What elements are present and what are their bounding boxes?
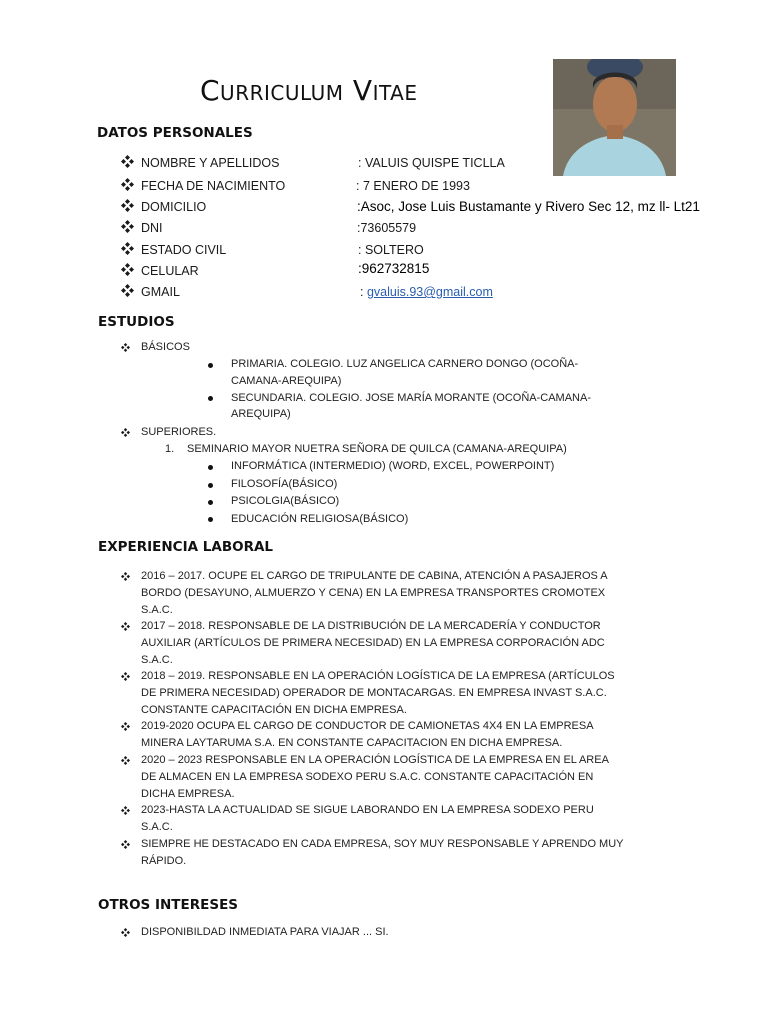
personal-value: : SOLTERO [358, 243, 424, 257]
bullet-dot-icon [208, 465, 213, 470]
interest-item: DISPONIBILDAD INMEDIATA PARA VIAJAR ... SI. [141, 926, 389, 938]
diamond-bullet-icon [121, 263, 134, 276]
experience-item-line: 2018 – 2019. RESPONSABLE EN LA OPERACIÓN LOGÍSTICA DE LA EMPRESA (ARTÍCULOS [141, 670, 615, 682]
personal-label: GMAIL [141, 285, 180, 299]
email-link[interactable]: gvaluis.93@gmail.com [366, 285, 493, 299]
experience-item-line: RÁPIDO. [141, 855, 187, 867]
studies-secondary-line1: SECUNDARIA. COLEGIO. JOSE MARÍA MORANTE (OCOÑA-CAMANA- [231, 392, 591, 404]
studies-superior-item: SEMINARIO MAYOR NUETRA SEÑORA DE QUILCA (CAMANA-AREQUIPA) [187, 443, 567, 455]
diamond-bullet-icon [121, 428, 130, 437]
bullet-dot-icon [208, 483, 213, 488]
studies-sub-item: INFORMÁTICA (INTERMEDIO) (WORD, EXCEL, POWERPOINT) [231, 460, 555, 472]
bullet-dot-icon [208, 396, 213, 401]
personal-value: : 7 ENERO DE 1993 [356, 179, 470, 193]
experience-item-line: SIEMPRE HE DESTACADO EN CADA EMPRESA, SOY MUY RESPONSABLE Y APRENDO MUY [141, 838, 624, 850]
diamond-bullet-icon [121, 155, 134, 168]
section-interests-heading: OTROS INTERESES [98, 897, 239, 913]
studies-superior-number: 1. [165, 443, 175, 455]
profile-photo [553, 59, 676, 176]
personal-value [360, 285, 493, 299]
personal-label: DNI [141, 221, 163, 235]
studies-sub-item: EDUCACIÓN RELIGIOSA(BÁSICO) [231, 513, 409, 525]
experience-item-line: S.A.C. [141, 604, 173, 616]
studies-primary-line1: PRIMARIA. COLEGIO. LUZ ANGELICA CARNERO DONGO (OCOÑA- [231, 358, 579, 370]
section-studies-heading: ESTUDIOS [98, 314, 175, 330]
diamond-bullet-icon [121, 806, 130, 815]
studies-secondary-line2: AREQUIPA) [231, 408, 291, 420]
section-personal-heading: DATOS PERSONALES [97, 125, 253, 141]
experience-item-line: CONSTANTE CAPACITACIÓN EN DICHA EMPRESA. [141, 704, 407, 716]
experience-item-line: 2017 – 2018. RESPONSABLE DE LA DISTRIBUCIÓN DE LA MERCADERÍA Y CONDUCTOR [141, 620, 601, 632]
bullet-dot-icon [208, 517, 213, 522]
personal-label: DOMICILIO [141, 200, 207, 214]
diamond-bullet-icon [121, 220, 134, 233]
bullet-dot-icon [208, 500, 213, 505]
studies-superior-label: SUPERIORES. [141, 426, 217, 438]
diamond-bullet-icon [121, 199, 134, 212]
diamond-bullet-icon [121, 343, 130, 352]
bullet-dot-icon [208, 363, 213, 368]
diamond-bullet-icon [121, 928, 130, 937]
experience-item-line: 2020 – 2023 RESPONSABLE EN LA OPERACIÓN LOGÍSTICA DE LA EMPRESA EN EL AREA [141, 754, 609, 766]
experience-item-line: DICHA EMPRESA. [141, 788, 235, 800]
experience-item-line: MINERA LAYTARUMA S.A. EN CONSTANTE CAPACITACION EN DICHA EMPRESA. [141, 737, 563, 749]
experience-item-line: DE ALMACEN EN LA EMPRESA SODEXO PERU S.A.C. CONSTANTE CAPACITACIÓN EN [141, 771, 594, 783]
diamond-bullet-icon [121, 840, 130, 849]
email-prefix: : [360, 285, 367, 299]
diamond-bullet-icon [121, 178, 134, 191]
experience-item-line: 2016 – 2017. OCUPE EL CARGO DE TRIPULANTE DE CABINA, ATENCIÓN A PASAJEROS A [141, 570, 608, 582]
personal-value: :73605579 [357, 221, 417, 235]
experience-item-line: BORDO (DESAYUNO, ALMUERZO Y CENA) EN LA EMPRESA TRANSPORTES CROMOTEX [141, 587, 606, 599]
diamond-bullet-icon [121, 572, 130, 581]
cv-title: Curriculum Vitae [200, 74, 418, 107]
experience-item-line: 2023-HASTA LA ACTUALIDAD SE SIGUE LABORANDO EN LA EMPRESA SODEXO PERU [141, 804, 594, 816]
diamond-bullet-icon [121, 722, 130, 731]
personal-label: NOMBRE Y APELLIDOS [141, 156, 280, 170]
personal-label: CELULAR [141, 264, 199, 278]
diamond-bullet-icon [121, 622, 130, 631]
personal-label: FECHA DE NACIMIENTO [141, 179, 286, 193]
studies-sub-item: PSICOLGIA(BÁSICO) [231, 495, 340, 507]
studies-basic-label: BÁSICOS [141, 341, 190, 353]
personal-value: :962732815 [358, 261, 430, 276]
diamond-bullet-icon [121, 284, 134, 297]
diamond-bullet-icon [121, 756, 130, 765]
experience-item-line: 2019-2020 OCUPA EL CARGO DE CONDUCTOR DE CAMIONETAS 4X4 EN LA EMPRESA [141, 720, 594, 732]
experience-item-line: S.A.C. [141, 654, 173, 666]
studies-primary-line2: CAMANA-AREQUIPA) [231, 375, 342, 387]
studies-sub-item: FILOSOFÍA(BÁSICO) [231, 478, 338, 490]
personal-label: ESTADO CIVIL [141, 243, 227, 257]
experience-item-line: DE PRIMERA NECESIDAD) OPERADOR DE MONTACARGAS. EN EMPRESA INVAST S.A.C. [141, 687, 607, 699]
section-experience-heading: EXPERIENCIA LABORAL [98, 539, 274, 555]
experience-item-line: AUXILIAR (ARTÍCULOS DE PRIMERA NECESIDAD) EN LA EMPRESA CORPORACIÓN ADC [141, 637, 605, 649]
personal-value: :Asoc, Jose Luis Bustamante y Rivero Sec 12, mz ll- Lt21 [357, 199, 700, 214]
personal-value: : VALUIS QUISPE TICLLA [358, 156, 505, 170]
diamond-bullet-icon [121, 242, 134, 255]
diamond-bullet-icon [121, 672, 130, 681]
experience-item-line: S.A.C. [141, 821, 173, 833]
